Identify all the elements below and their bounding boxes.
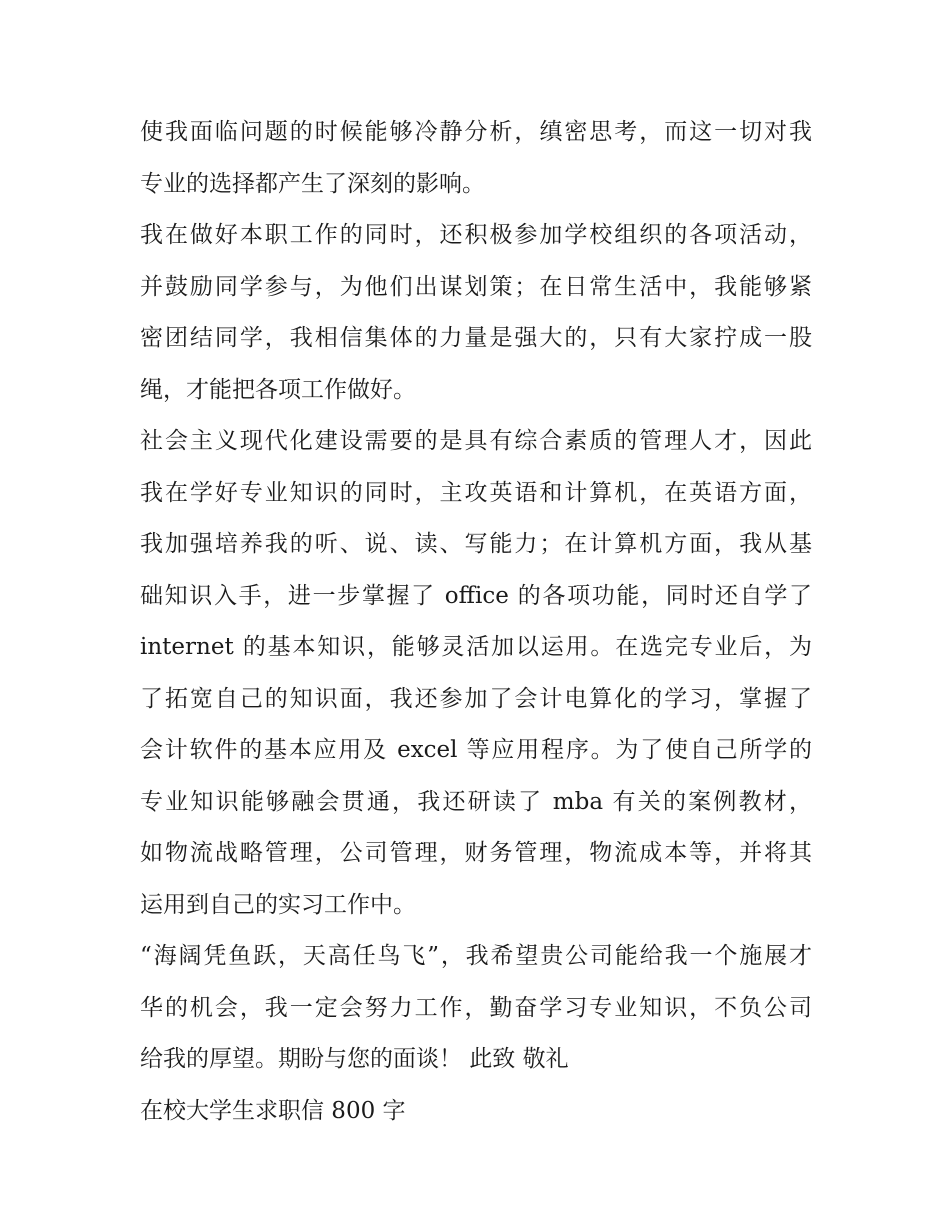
paragraph-4 <box>140 931 812 1086</box>
document-body <box>140 107 812 1137</box>
text-line: 密团结同学，我相信集体的力量是强大的，只有大家拧成一股 <box>140 325 812 351</box>
text-line: 如物流战略管理，公司管理，财务管理，物流成本等，并将其 <box>140 840 812 866</box>
paragraph-1 <box>140 107 812 210</box>
text-line: 我在做好本职工作的同时，还积极参加学校组织的各项活动， <box>140 222 812 248</box>
text-line: 专业知识能够融会贯通，我还研读了 mba 有关的案例教材， <box>140 788 812 815</box>
paragraph-3 <box>140 416 812 931</box>
text-line: 绳，才能把各项工作做好。 <box>140 376 416 403</box>
text-line: 我加强培养我的听、说、读、写能力；在计算机方面，我从基 <box>140 531 812 557</box>
text-line: 会计软件的基本应用及 excel 等应用程序。为了使自己所学的 <box>140 737 812 763</box>
text-line: 专业的选择都产生了深刻的影响。 <box>140 170 485 197</box>
text-line: 社会主义现代化建设需要的是具有综合素质的管理人才，因此 <box>140 428 812 454</box>
text-line: 使我面临问题的时候能够冷静分析，缜密思考，而这一切对我 <box>140 119 812 145</box>
text-line: “海阔凭鱼跃，天高任鸟飞”，我希望贵公司能给我一个施展才 <box>140 943 812 969</box>
text-line: 并鼓励同学参与，为他们出谋划策；在日常生活中，我能够紧 <box>140 273 812 300</box>
text-line: 华的机会，我一定会努力工作，勤奋学习专业知识，不负公司 <box>140 994 812 1021</box>
text-line: 了拓宽自己的知识面，我还参加了会计电算化的学习，掌握了 <box>140 685 812 712</box>
paragraph-2 <box>140 210 812 416</box>
text-line: 础知识入手，进一步掌握了 office 的各项功能，同时还自学了 <box>140 582 812 609</box>
text-line: internet 的基本知识，能够灵活加以运用。在选完专业后，为 <box>140 634 812 660</box>
text-line: 运用到自己的实习工作中。 <box>140 891 416 918</box>
text-line: 我在学好专业知识的同时，主攻英语和计算机，在英语方面， <box>140 479 812 506</box>
next-section-title: 在校大学生求职信 800 字 <box>140 1097 406 1124</box>
text-line: 给我的厚望。期盼与您的面谈！ 此致 敬礼 <box>140 1046 569 1072</box>
